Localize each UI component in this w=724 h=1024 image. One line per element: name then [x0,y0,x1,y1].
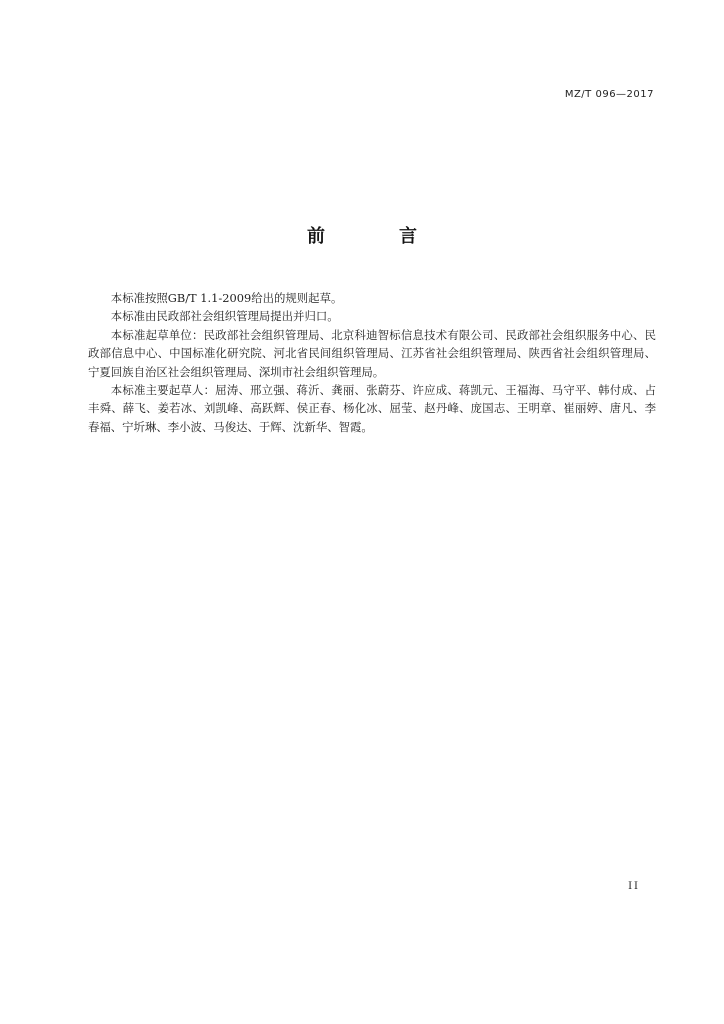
paragraph-drafting-rules: 本标准按照GB/T 1.1-2009给出的规则起草。 [110,291,343,305]
paragraph-drafting-units: 本标准起草单位：民政部社会组织管理局、北京科迪智标信息技术有限公司、民政部社会组织服务中心、民政部信息中心、中国标准化研究院、河北省民间组织管理局、江苏省社会组织管理局、陕西省社会组织管理局、宁夏回族自治区社会组织管理局、深圳市社会组织管理局。 [88,327,656,379]
paragraph-proposer: 本标准由民政部社会组织管理局提出并归口。 [110,309,339,324]
page-number: II [628,881,640,892]
page-title: 前 言 [307,226,445,247]
paragraph-drafters: 本标准主要起草人：屈涛、邢立强、蒋沂、龚丽、张蔚芬、许应成、蒋凯元、王福海、马守平、韩付成、占丰舜、薛飞、姜若冰、刘凯峰、高跃辉、侯正春、杨化冰、屈莹、赵丹峰、庞国志、王明章、崔丽婷、唐凡、李春福、宁圻琳、李小波、马俊达、于辉、沈新华、智霞。 [88,383,656,434]
standard-code: MZ/T 096—2017 [564,89,654,100]
preface-body [88,289,656,436]
